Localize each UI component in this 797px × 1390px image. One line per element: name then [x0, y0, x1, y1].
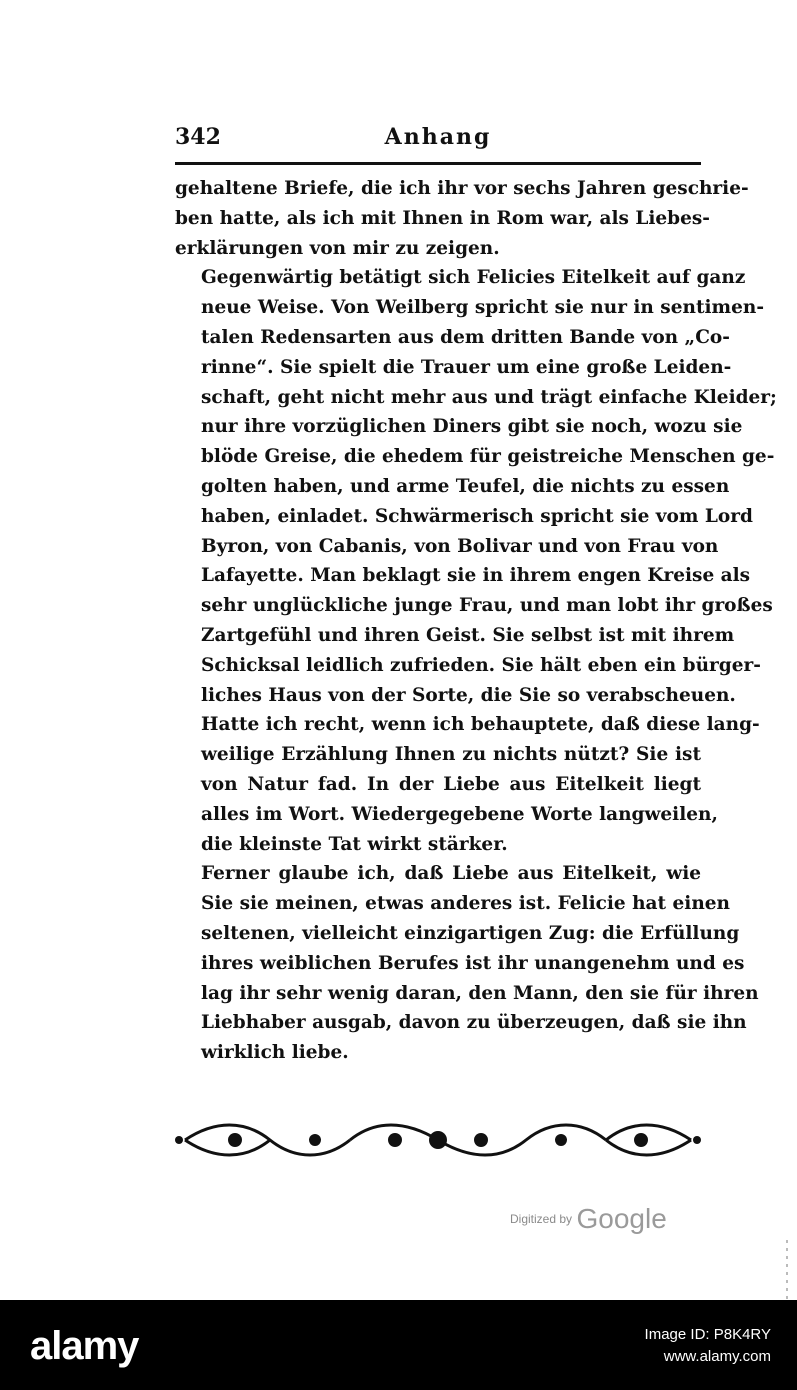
text-line: nur ihre vorzüglichen Diners gibt sie noch, wozu sie — [201, 416, 743, 438]
text-line: wirklich liebe. — [201, 1042, 349, 1064]
text-line: golten haben, und arme Teufel, die nichts zu essen — [201, 475, 730, 497]
page-header — [175, 124, 701, 158]
text-line: die kleinste Tat wirkt stärker. — [201, 833, 508, 855]
paragraph-2 — [175, 263, 777, 710]
text-line: seltenen, vielleicht einzigartigen Zug: die Erfüllung — [201, 922, 740, 944]
text-line: ben hatte, als ich mit Ihnen in Rom war, als Liebes- — [175, 207, 710, 229]
text-line: Lafayette. Man beklagt sie in ihrem engen Kreise als — [201, 565, 751, 587]
text-line: liches Haus von der Sorte, die Sie so verabscheuen. — [201, 684, 736, 706]
text-line: schaft, geht nicht mehr aus und trägt einfache Kleider; — [201, 386, 777, 408]
text-line: von Natur fad. In der Liebe aus Eitelkeit liegt — [201, 773, 701, 795]
text-line: gehaltene Briefe, die ich ihr vor sechs Jahren geschrie- — [175, 178, 749, 199]
running-head: Anhang — [384, 124, 492, 150]
ornamental-divider-icon — [175, 1118, 701, 1162]
body-text — [175, 174, 777, 1068]
text-line: alles im Wort. Wiedergegebene Worte langweilen, — [201, 803, 718, 825]
header-rule — [175, 162, 701, 165]
text-line: Sie sie meinen, etwas anderes ist. Felicie hat einen — [201, 893, 730, 915]
footer-url: www.alamy.com — [663, 1348, 771, 1365]
page-edge-marks — [786, 1240, 788, 1300]
text-line: Liebhaber ausgab, davon zu überzeugen, daß sie ihn — [201, 1012, 747, 1034]
text-line: Hatte ich recht, wenn ich behauptete, daß diese lang- — [201, 714, 760, 736]
text-line: Gegenwärtig betätigt sich Felicies Eitelkeit auf ganz — [201, 267, 746, 289]
footer-meta — [645, 1324, 771, 1368]
digitized-watermark — [510, 1203, 667, 1235]
paragraph-3 — [175, 710, 760, 859]
page-number: 342 — [175, 124, 221, 150]
watermark-prefix: Digitized by — [510, 1212, 573, 1226]
text-line: weilige Erzählung Ihnen zu nichts nützt? Sie ist — [201, 744, 701, 766]
text-line: neue Weise. Von Weilberg spricht sie nur in sentimen- — [201, 297, 764, 319]
paragraph-4 — [175, 859, 759, 1068]
alamy-logo: alamy — [30, 1324, 139, 1368]
text-line: lag ihr sehr wenig daran, den Mann, den sie für ihren — [201, 982, 759, 1004]
text-line: erklärungen von mir zu zeigen. — [175, 237, 500, 259]
paragraph-1 — [175, 174, 749, 263]
watermark-brand: Google — [576, 1203, 667, 1234]
text-line: sehr unglückliche junge Frau, und man lobt ihr großes — [201, 595, 773, 617]
text-line: Byron, von Cabanis, von Bolivar und von Frau von — [201, 535, 719, 557]
text-line: blöde Greise, die ehedem für geistreiche Menschen ge- — [201, 446, 775, 468]
stock-footer-bar — [0, 1300, 797, 1390]
text-line: talen Redensarten aus dem dritten Bande von „Co- — [201, 326, 730, 348]
text-line: Zartgefühl und ihren Geist. Sie selbst ist mit ihrem — [201, 624, 735, 646]
text-line: haben, einladet. Schwärmerisch spricht sie vom Lord — [201, 505, 753, 527]
text-line: ihres weiblichen Berufes ist ihr unangenehm und es — [201, 952, 745, 974]
text-line: Schicksal leidlich zufrieden. Sie hält eben ein bürger- — [201, 654, 761, 676]
image-id: Image ID: P8K4RY — [644, 1326, 771, 1343]
text-line: Ferner glaube ich, daß Liebe aus Eitelkeit, wie — [201, 863, 701, 885]
text-line: rinne“. Sie spielt die Trauer um eine große Leiden- — [201, 356, 732, 378]
